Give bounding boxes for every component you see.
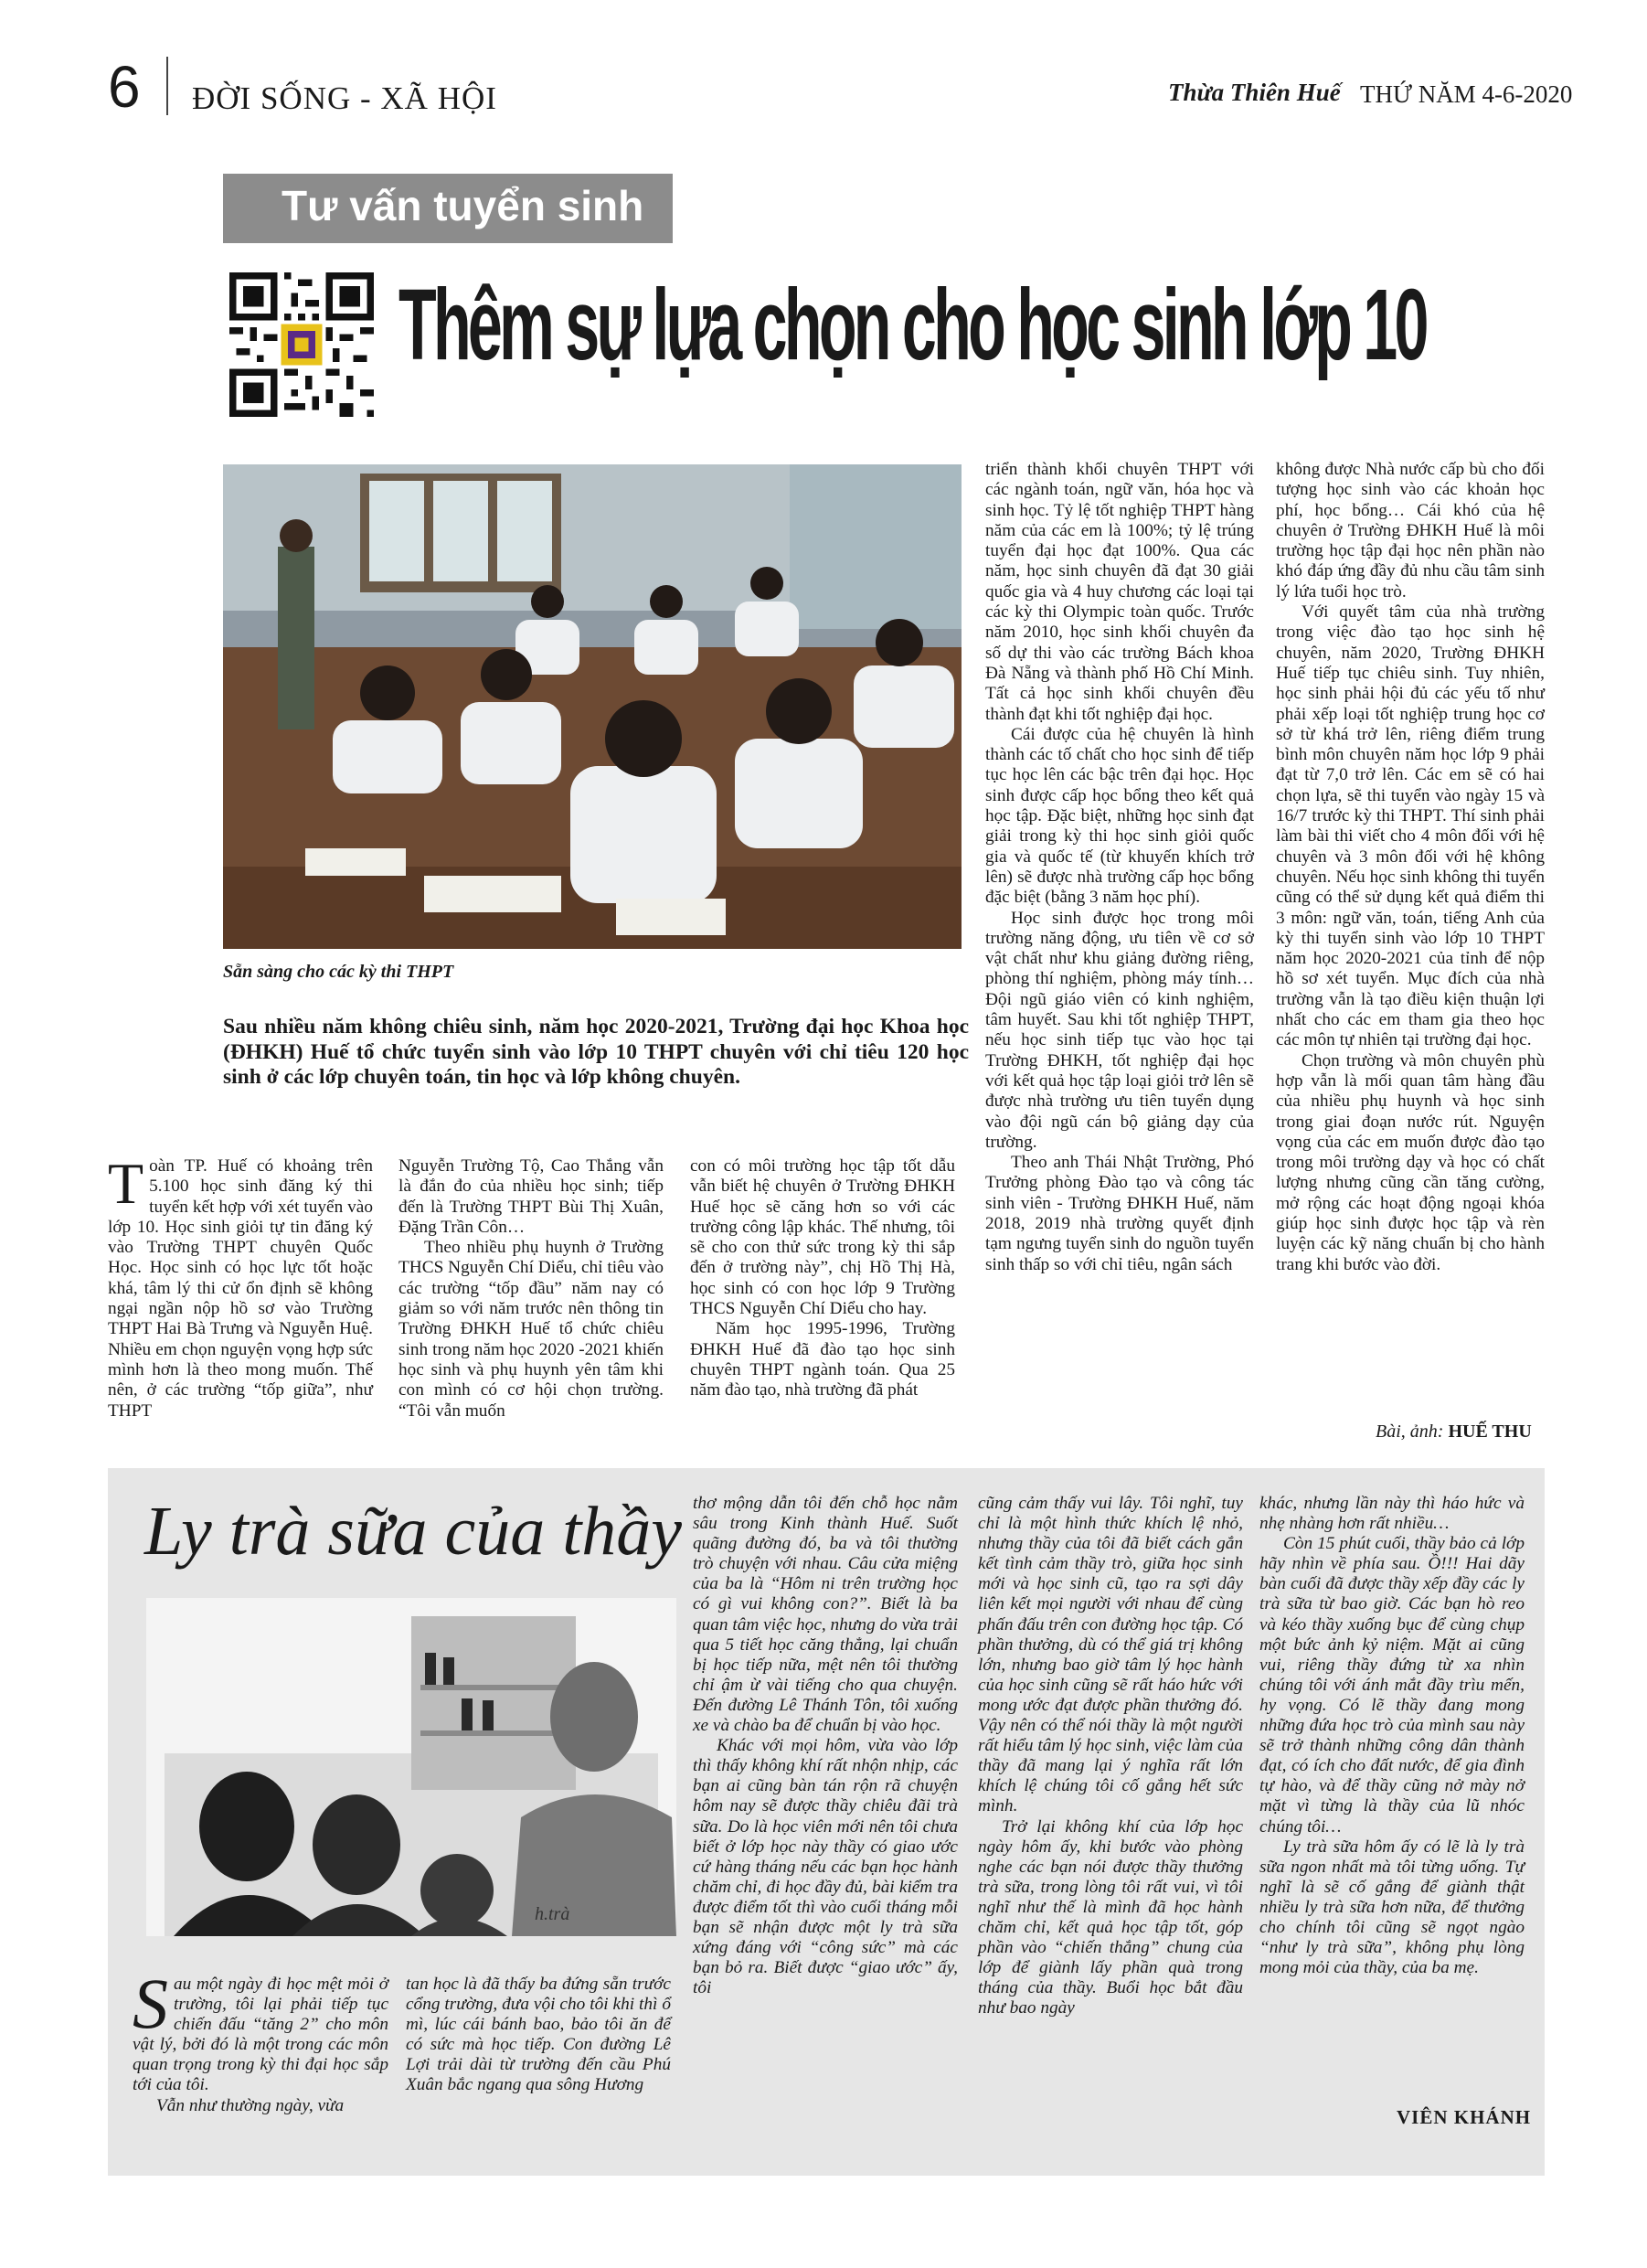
- paragraph: khác, nhưng lần này thì háo hức và nhẹ nhàng hơn rất nhiều…: [1259, 1494, 1525, 1534]
- teacher-illustration: [146, 1598, 676, 1936]
- paragraph: Chọn trường và môn chuyên phù hợp vẫn là mối quan tâm hàng đầu của nhiều phụ huynh và học sinh trong giai đoạn nước rút. Nguyện vọng của các em muốn được đào tạo trong môi trường dạy và học có chất lượng nhưng cũng cần tăng cường, mở rộng các hoạt động ngoại khóa giúp học sinh được học tập và rèn luyện các kỹ năng chuẩn bị cho hành trang khi bước vào đời.: [1276, 1050, 1545, 1274]
- article2-column-4: [978, 1494, 1243, 2018]
- story-author: VIÊN KHÁNH: [1397, 2106, 1532, 2128]
- paragraph: tan học là đã thấy ba đứng sẵn trước cổng trường, đưa vội cho tôi khi thì ổ mì, lúc cái bánh bao, bảo tôi ăn để có sức mà học tiếp. Con đường Lê Lợi trải dài từ trường đến cầu Phú Xuân bắc ngang qua sông Hương: [406, 1975, 671, 2095]
- article2-column-1: [133, 1964, 388, 2116]
- kicker-banner: [223, 174, 673, 243]
- lead-paragraph: Sau nhiều năm không chiêu sinh, năm học 2020-2021, Trường đại học Khoa học (ĐHKH) Huế tổ chức tuyển sinh vào lớp 10 THPT chuyên với chỉ tiêu 120 học sinh ở các lớp chuyên toán, tin học và lớp không chuyên.: [223, 1015, 969, 1089]
- paragraph: oàn TP. Huế có khoảng trên 5.100 học sinh đăng ký thi tuyển kết hợp với xét tuyển vào lớp 10. Học sinh giỏi tự tin đăng ký vào Trường THPT chuyên Quốc Học. Học sinh có học lực tốt hoặc khá, tâm lý thi cử ổn định sẽ không ngại ngần nộp hồ sơ vào Trường THPT Hai Bà Trưng và Nguyễn Huệ. Nhiều em chọn nguyện vọng hợp sức mình hơn là theo mong muốn. Thế nên, ở các trường “tốp giữa”, như THPT: [108, 1156, 373, 1421]
- photo-caption: Sẵn sàng cho các kỳ thi THPT: [223, 962, 454, 982]
- paragraph: Với quyết tâm của nhà trường trong việc đào tạo học sinh hệ chuyên, năm 2020, Trường ĐHKH Huế tiếp tục chiêu sinh. Tuy nhiên, học sinh phải hội đủ các yếu tố như phải xếp loại tốt nghiệp trung học cơ sở từ khá trở lên, riêng điểm trung bình môn chuyên năm học lớp 9 phải đạt từ 7,0 trở lên. Các em sẽ có hai chọn lựa, sẽ thi tuyển vào ngày 15 và 16/7 trước kỳ thi THPT. Thí sinh phải làm bài thi viết cho 4 môn đối với hệ chuyên và 3 môn đối với hệ không chuyên. Nếu học sinh không thi tuyển cũng có thể sử dụng kết quả điểm thi 3 môn: ngữ văn, toán, tiếng Anh của kỳ thi tuyển sinh vào lớp 10 THPT năm học 2020-2021 của tỉnh để nộp hồ sơ xét tuyển. Mục đích của nhà trường vẫn là tạo điều kiện thuận lợi nhất cho các em tham gia theo học các môn tự nhiên tại trường đại học.: [1276, 602, 1545, 1050]
- article2-column-2: [406, 1975, 671, 2096]
- paragraph: Còn 15 phút cuối, thầy bảo cả lớp hãy nhìn về phía sau. Ồ!!! Hai dãy bàn cuối đã được thầy xếp đầy các ly trà sữa từ bao giờ. Các bạn hò reo và kéo thầy xuống bục để cùng chụp một bức ảnh kỷ niệm. Mặt ai cũng vui, riêng thầy đứng từ xa nhìn chúng tôi với ánh mắt đầy trìu mến, hy vọng. Có lẽ thầy đang mong những đứa học trò của mình sau này sẽ trở thành những công dân thành đạt, có ích cho đất nước, để gia đình tự hào, và để thầy cũng nở mày nở mặt vì từng là thầy của lũ nhóc chúng tôi…: [1259, 1534, 1525, 1837]
- article1-column-4: [985, 460, 1254, 1275]
- paragraph: Theo nhiều phụ huynh ở Trường THCS Nguyễn Chí Diểu, chỉ tiêu vào các trường “tốp đầu” năm nay có giảm so với năm trước nên thông tin Trường ĐHKH Huế tổ chức chiêu sinh trong năm học 2020 -2021 khiến học sinh và phụ huynh yên tâm khi con mình có cơ hội chọn trường. “Tôi vẫn muốn: [398, 1238, 664, 1421]
- paragraph: Năm học 1995-1996, Trường ĐHKH Huế đã đào tạo học sinh chuyên THPT ngành toán. Qua 25 năm đào tạo, nhà trường đã phát: [690, 1319, 955, 1400]
- paragraph: triển thành khối chuyên THPT với các ngành toán, ngữ văn, hóa học và sinh học. Tỷ lệ tốt nghiệp THPT hàng năm của các em là 100%; tỷ lệ trúng tuyển đại học đạt 100%. Qua các năm, học sinh chuyên đã đạt 30 giải quốc gia và 4 huy chương các loại tại các kỳ thi Olympic toàn quốc. Trước năm 2010, học sinh khối chuyên đa số dự thi vào các trường Bách khoa Đà Nẵng và thành phố Hồ Chí Minh. Tất cả học sinh khối chuyên đều thành đạt khi tốt nghiệp đại học.: [985, 460, 1254, 724]
- article1-column-2: [398, 1156, 664, 1421]
- paragraph: Theo anh Thái Nhật Trường, Phó Trưởng phòng Đào tạo và công tác sinh viên - Trường ĐHKH Huế, năm 2018, 2019 nhà trường quyết định tạm ngưng tuyển sinh do nguồn tuyển sinh thấp so với chỉ tiêu, ngân sách: [985, 1153, 1254, 1274]
- article1-column-5: [1276, 460, 1545, 1275]
- story-title: Ly trà sữa của thầy: [144, 1493, 683, 1570]
- illustration-signature: h.trà: [535, 1904, 570, 1924]
- paragraph: Nguyễn Trường Tộ, Cao Thắng vẫn là đắn đo của nhiều học sinh; tiếp đến là Trường THPT Bùi Thị Xuân, Đặng Trần Côn…: [398, 1156, 664, 1237]
- newspaper-name: Thừa Thiên Huế: [1168, 79, 1341, 106]
- section-title: ĐỜI SỐNG - XÃ HỘI: [192, 80, 497, 116]
- paragraph: cũng cảm thấy vui lây. Tôi nghĩ, tuy chỉ là một hình thức khích lệ nhỏ, nhưng thầy của tôi đã biết cách gắn kết tình cảm thầy trò, giữa học sinh mới và học sinh cũ, tạo ra sợi dây liên kết mọi người với nhau để cùng phấn đấu trên con đường học tập. Có phần thưởng, dù có thể giá trị không lớn, nhưng bao giờ tâm lý học hành của học sinh cũng sẽ rất háo hức với mong ước đạt được phần thưởng đó. Vậy nên có thể nói thầy là một người rất hiểu tâm lý học sinh, việc làm của thầy đã mang lại ý nghĩa rất lớn khích lệ chúng tôi cố gắng hết sức mình.: [978, 1494, 1243, 1816]
- paragraph: Học sinh được học trong môi trường năng động, ưu tiên về cơ sở vật chất như khu giảng đường riêng, phòng thí nghiệm, phòng máy tính… Đội ngũ giáo viên có kinh nghiệm, tâm huyết. Sau khi tốt nghiệp THPT, nếu học sinh tiếp tục vào học tại Trường ĐHKH, tốt nghiệp đại học với kết quả học tập loại giỏi trở lên sẽ được nhà trường ưu tiên tuyển dụng vào đội ngũ cán bộ giảng dạy của trường.: [985, 908, 1254, 1152]
- byline-label: Bài, ảnh:: [1376, 1421, 1444, 1442]
- article1-column-3: [690, 1156, 955, 1401]
- kicker-text: Tư vấn tuyển sinh: [282, 182, 644, 229]
- paragraph: con có môi trường học tập tốt dẫu vẫn biết hệ chuyên ở Trường ĐHKH Huế học sẽ căng hơn so với các trường công lập khác. Thế nhưng, tôi sẽ cho con thử sức trong kỳ thi sắp đến ở trường này”, chị Hồ Thị Hà, học sinh có con học lớp 9 Trường THCS Nguyễn Chí Diểu cho hay.: [690, 1156, 955, 1319]
- article2-column-3: [693, 1494, 958, 1998]
- byline-name: HUẾ THU: [1448, 1421, 1532, 1442]
- dropcap: T: [108, 1151, 144, 1216]
- paragraph: Khác với mọi hôm, vừa vào lớp thì thấy không khí rất nhộn nhịp, các bạn ai cũng bàn tán rộn rã chuyện hôm nay sẽ được thầy chiêu đãi trà sữa. Do là học viên mới nên tôi chưa biết ở lớp học này thầy có giao ước cứ hàng tháng nếu các bạn học hành chăm chỉ, đi học đầy đủ, bài kiểm tra được điểm tốt thì vào cuối tháng mỗi bạn sẽ nhận được một ly trà sữa xứng đáng với “công sức” mà các bạn bỏ ra. Biết được “giao ước” ấy, tôi: [693, 1736, 958, 1998]
- article1-column-1: [108, 1151, 373, 1421]
- paragraph: Vẫn như thường ngày, vừa: [156, 2095, 345, 2115]
- issue-date: THỨ NĂM 4-6-2020: [1360, 80, 1573, 108]
- headline: Thêm sự lựa chọn cho học sinh lớp 10: [398, 269, 1426, 381]
- paragraph: au một ngày đi học mệt mỏi ở trường, tôi lại phải tiếp tục chiến đấu “tăng 2” cho môn vật lý, bởi đó là một trong các môn quan trọng trong kỳ thi đại học sắp tới của tôi.: [133, 1975, 388, 2095]
- paragraph: không được Nhà nước cấp bù cho đối tượng học sinh vào các khoản học phí, học bổng… Cái khó của hệ chuyên ở Trường ĐHKH Huế là môi trường học tập đại học nên phần nào khó đáp ứng đầy đủ nhu cầu tâm sinh lý lứa tuổi học trò.: [1276, 460, 1545, 602]
- article2-column-5: [1259, 1494, 1525, 1978]
- page-number: 6: [108, 54, 141, 120]
- qr-code-icon: [229, 272, 374, 417]
- classroom-photo: [223, 464, 962, 949]
- dropcap: S: [133, 1964, 168, 2043]
- byline: [1376, 1421, 1532, 1443]
- paragraph: Cái được của hệ chuyên là hình thành các tố chất cho học sinh để tiếp tục học lên các bậc trên đại học. Học sinh được cấp học bổng theo kết quả học tập. Đặc biệt, những học sinh đạt giải trong kỳ thi học sinh giỏi quốc gia và quốc tế (từ khuyến khích trở lên) sẽ được nhà trường cấp học bổng đặc biệt (bằng 3 năm học phí).: [985, 724, 1254, 908]
- header-divider: [166, 57, 168, 115]
- paragraph: thơ mộng dẫn tôi đến chỗ học nằm sâu trong Kinh thành Huế. Suốt quãng đường đó, ba và tôi thường trò chuyện với nhau. Câu cửa miệng của ba là “Hôm ni trên trường học có gì vui không con?”. Biết là ba quan tâm việc học, nhưng do vừa trải qua 5 tiết học căng thẳng, lại chuẩn bị học tiếp nữa, mệt nên tôi thường chỉ ậm ừ vài tiếng cho qua chuyện. Đến đường Lê Thánh Tôn, tôi xuống xe và chào ba để chuẩn bị vào học.: [693, 1494, 958, 1736]
- paragraph: Trở lại không khí của lớp học ngày hôm ấy, khi bước vào phòng nghe các bạn nói được thầy thưởng trà sữa, trong lòng tôi rất vui, vì tôi nghĩ như thế là mình đã học hành chăm chỉ, kết quả học tập tốt, góp phần vào “chiến thắng” chung của lớp để giành lấy phần quà trong tháng của thầy. Buổi học bắt đầu như bao ngày: [978, 1816, 1243, 2018]
- paragraph: Ly trà sữa hôm ấy có lẽ là ly trà sữa ngon nhất mà tôi từng uống. Tự nghĩ là sẽ cố gắng để giành thật nhiều ly trà sữa hơn nữa, để thưởng cho chính tôi cũng sẽ ngọt ngào “như ly trà sữa”, không phụ lòng mong mỏi của thầy, của ba mẹ.: [1259, 1837, 1525, 1978]
